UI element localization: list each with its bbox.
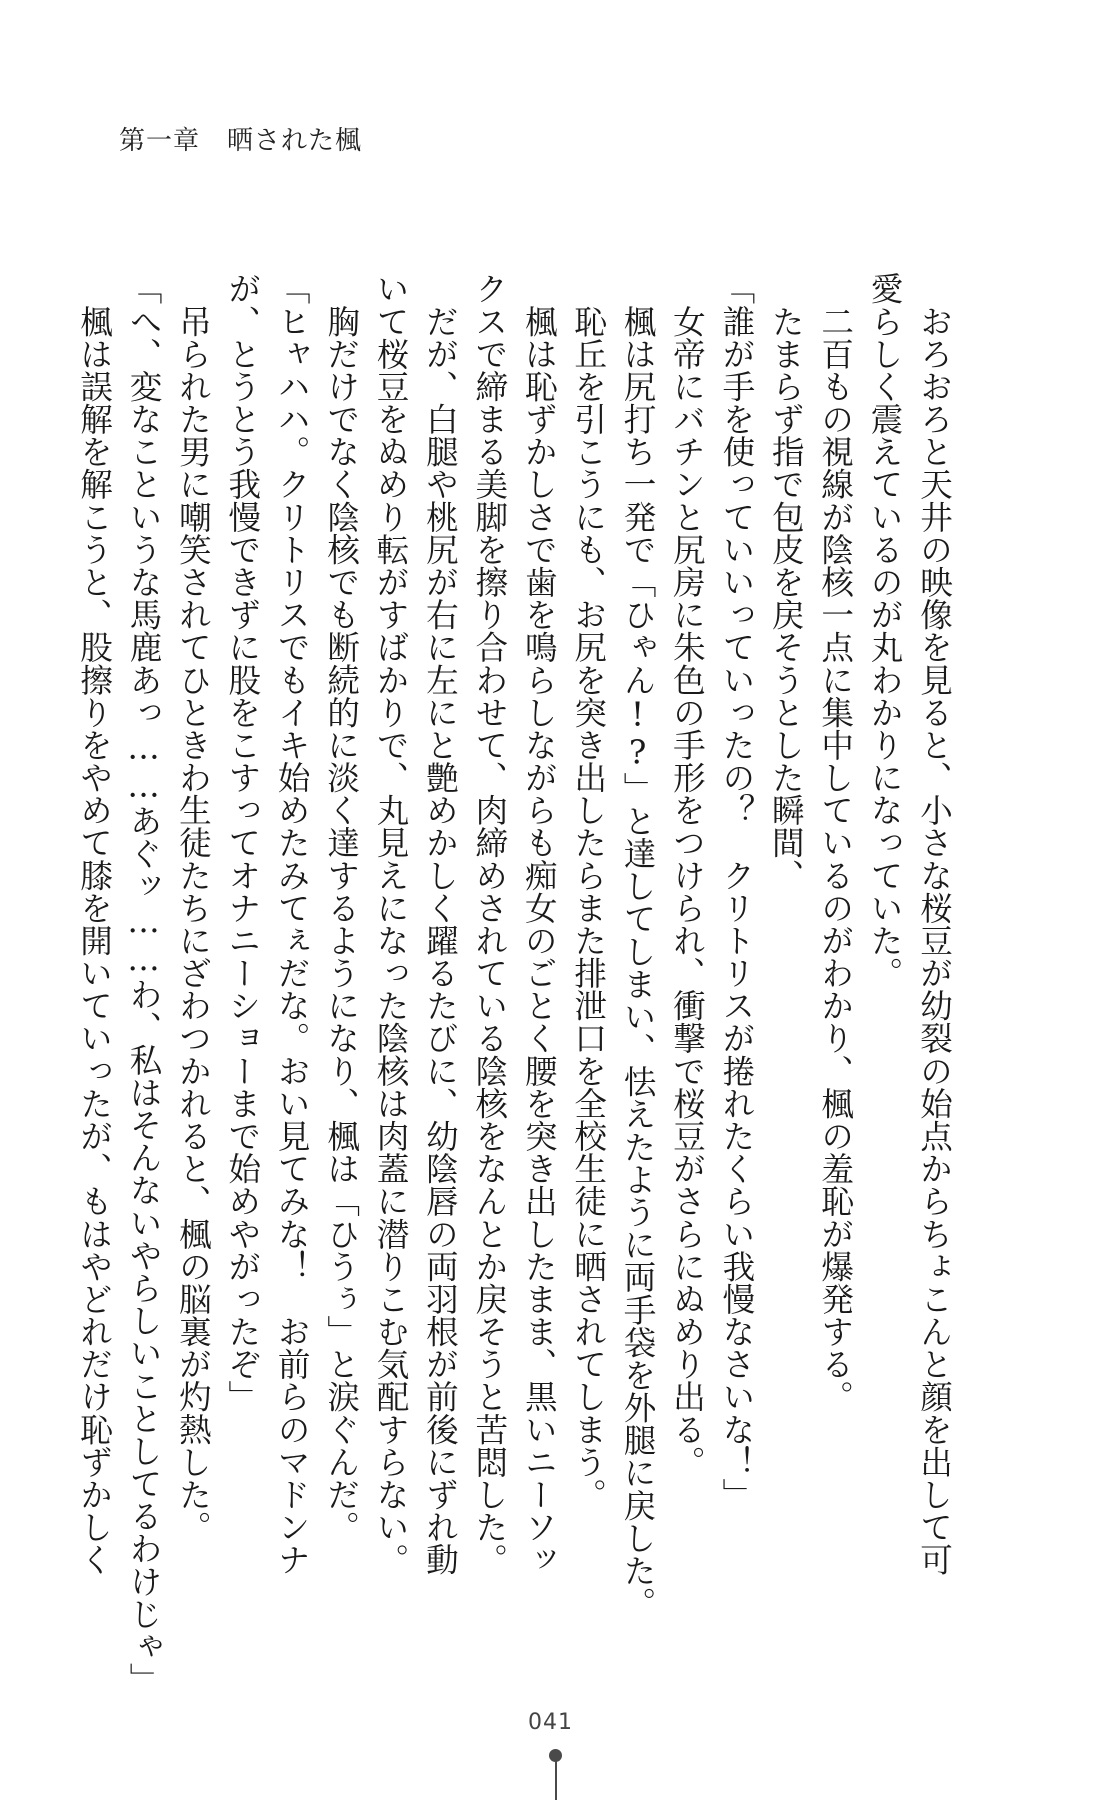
text-line: 楓は恥ずかしさで歯を鳴らしながらも痴女のごとく腰を突き出したまま、黒いニーソッ <box>519 272 558 1576</box>
text-line: 愛らしく震えているのが丸わかりになっていた。 <box>865 272 904 989</box>
running-head <box>119 120 362 157</box>
text-line: 「誰が手を使っていいっていったの？ クリトリスが捲れたくらい我慢なさいな！」 <box>717 272 756 1511</box>
text-line: 二百もの視線が陰核一点に集中しているのがわかり、楓の羞恥が爆発する。 <box>816 272 855 1413</box>
chapter-title: 晒された楓 <box>227 126 363 156</box>
text-line: 楓は尻打ち一発で「ひゃん!?」と達してしまい、怯えたように両手袋を外腿に戻した。 <box>618 272 657 1620</box>
text-line: 「へ、変なこというな馬鹿あっ……あぐッ……わ、私はそんないやらしいことしてるわけじゃ」 <box>124 272 163 1696</box>
text-line: 「ヒャハハ。クリトリスでもイキ始めたみてぇだな。おい見てみな！ お前らのマドンナ <box>272 272 311 1576</box>
text-line: が、とうとう我慢できずに股をこすってオナニーショーまで始めやがったぞ」 <box>223 272 262 1413</box>
text-line: 楓は誤解を解こうと、股擦りをやめて膝を開いていったが、もはやどれだけ恥ずかしく <box>75 272 114 1576</box>
text-line: だが、白腿や桃尻が右に左にと艶めかしく躍るたびに、幼陰唇の両羽根が前後にずれ動 <box>420 272 459 1576</box>
page-number: 041 <box>528 1710 573 1735</box>
text-line: 恥丘を引こうにも、お尻を突き出したらまた排泄口を全校生徒に晒されてしまう。 <box>569 272 608 1511</box>
text-line: 吊られた男に嘲笑されてひときわ生徒たちにざわつかれると、楓の脳裏が灼熱した。 <box>173 272 212 1544</box>
text-line: 胸だけでなく陰核でも断続的に淡く達するようになり、楓は「ひうぅ」と涙ぐんだ。 <box>322 272 361 1544</box>
text-line: 女帝にバチンと尻房に朱色の手形をつけられ、衝撃で桜豆がさらにぬめり出る。 <box>667 272 706 1478</box>
folio-stem-ornament <box>555 1761 557 1800</box>
text-line: いて桜豆をぬめり転がすばかりで、丸見えになった陰核は肉蓋に潜りこむ気配すらない。 <box>371 272 410 1576</box>
text-line: おろおろと天井の映像を見ると、小さな桜豆が幼裂の始点からちょこんと顔を出して可 <box>915 272 953 1576</box>
body-text <box>69 272 958 1696</box>
text-line: クスで締まる美脚を擦り合わせて、肉締めされている陰核をなんとか戻そうと苦悶した。 <box>470 272 509 1576</box>
chapter-number: 第一章 <box>119 126 201 156</box>
text-line: たまらず指で包皮を戻そうとした瞬間、 <box>766 272 805 892</box>
